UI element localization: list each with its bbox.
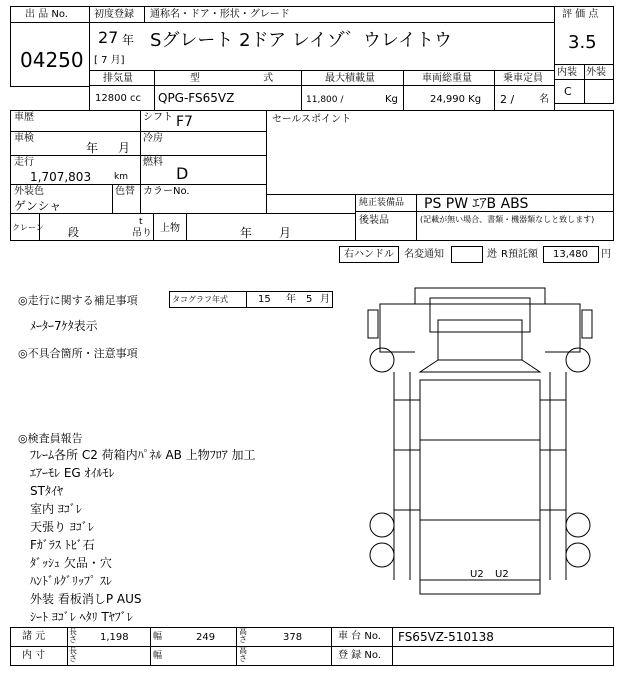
registration-year-unit: 年 [122,33,135,47]
vehicle-name: Sグレート 2ドア レイゾ゛ウレイトウ [150,30,452,51]
inspector-line: 天張り ﾖｺﾞﾚ [30,520,94,534]
inner-length-cell [67,646,151,666]
width-label: 幅 [153,632,163,642]
inner-width-label: 幅 [153,651,163,661]
inspection-label: 車検 [14,133,34,144]
model-value: QPG-FS65VZ [158,91,235,105]
upper-value-cell [186,213,356,241]
tacho-month-unit: 月 [320,294,330,305]
inspector-line: ｼｰﾄ ﾖｺﾞﾚ ﾍﾀﾘ Tﾔﾌﾞﾚ [30,610,133,624]
capacity-value: 2 / [500,93,515,106]
fuel-label: 燃料 [143,157,163,168]
cab-front-outline [438,320,522,360]
damage-mark: U2 [470,569,484,580]
defect-heading: ◎不具合箇所・注意事項 [18,347,138,360]
upper-year: 年 [240,226,253,240]
right-mirror [582,310,592,338]
displacement-label: 排気量 [103,73,133,84]
registration-value-cell [392,646,614,666]
registration-label: 初度登録 [94,9,134,20]
registration-year: 27 [98,28,119,47]
driving-line: ﾒｰﾀｰ7ｹﾀ表示 [30,319,98,333]
crane-ton-label: 吊り [132,228,152,239]
registration-month: [ 7 月] [94,55,125,66]
grade-value: 3.5 [568,32,597,53]
mileage-label: 走行 [14,157,34,168]
grade-label: 評 価 点 [562,9,599,20]
equipment-value: PS PW ｴｱB ABS [424,196,529,212]
max-load-value: 11,800 / [306,95,344,105]
inspector-line: ｴｱｰﾓﾚ EG ｵｲﾙﾓﾚ [30,466,115,480]
rear-right-wheel-2 [566,543,590,567]
color-change-label: 色替 [115,186,135,197]
crane-ton-unit: t [139,217,143,227]
rear-bumper [420,580,540,594]
windshield-outline [430,298,530,332]
inspector-line: 外装 看板消しP AUS [30,592,142,606]
max-load-unit: Kg [385,94,398,105]
inspector-line: ﾊﾝﾄﾞﾙｸﾞﾘｯﾌﾟ ｽﾚ [30,574,112,588]
shift-value: F7 [176,114,193,130]
shift-label: シフト [143,112,173,123]
length-value: 1,198 [100,632,129,643]
tacho-month: 5 [306,294,313,305]
inner-height-label: 高さ [239,646,247,663]
inspector-line: ﾌﾚｰﾑ各所 C2 荷箱内ﾊﾟﾈﾙ AB 上物ﾌﾛｱ 加工 [30,448,256,462]
truck-condition-diagram [360,280,600,620]
height-label: 高さ [239,627,247,644]
registration-label: 登 録 No. [338,650,381,661]
rear-left-wheel-1 [370,513,394,537]
selling-point-label: セールスポイント [272,114,352,125]
inspector-line: Fｶﾞﾗｽ ﾄﾋﾞ石 [30,538,95,552]
inspector-line: ﾀﾞｯｼｭ 欠品・穴 [30,556,112,570]
name-label: 通称名・ドア・形状・グレード [150,9,290,20]
exterior-label: 外装 [586,67,606,78]
color-label: 外装色 [14,186,44,197]
recycle-unit: 円 [601,249,611,260]
rear-right-wheel-1 [566,513,590,537]
mileage-value: 1,707,803 [30,170,92,184]
chassis-label: 車 台 No. [338,631,381,642]
floor-divider [420,440,540,520]
upper-label: 上物 [160,223,180,234]
length-label: 長さ [69,627,77,644]
name-change-box [451,246,483,263]
name-change-label: 名変通知 [404,249,444,260]
height-value: 378 [283,632,303,643]
inner-width-cell [150,646,237,666]
width-cell [150,627,237,647]
interior-value: C [564,85,572,98]
inner-height-cell [236,646,332,666]
inner-label: 内 寸 [22,650,46,661]
interior-label: 内装 [557,67,577,78]
upper-month: 月 [279,226,292,240]
fuel-value: D [176,164,189,183]
damage-mark: U2 [495,569,509,580]
lot-label: 出 品 No. [25,9,68,20]
cargo-floor [420,380,540,580]
color-value: ゲンシャ [14,199,62,213]
history-label: 車歴 [14,112,34,123]
rear-left-wheel-2 [370,543,394,567]
cooling-label: 冷房 [143,133,163,144]
lot-number: 04250 [20,48,84,72]
capacity-unit: 名 [539,94,549,105]
inspection-month: 月 [118,141,131,155]
exterior-value-cell [584,79,614,104]
max-load-label: 最大積載量 [325,73,375,84]
left-door-outline [380,304,415,352]
equipment-label: 純正装備品 [359,198,405,208]
inspector-heading: ◎検査員報告 [18,432,83,445]
gross-weight-value: 24,990 Kg [430,94,482,105]
right-door-outline [545,304,580,352]
inspector-line: STﾀｲﾔ [30,484,63,498]
model-label: 型 式 [190,73,304,84]
bumper-outline [420,360,540,372]
inspector-line: 室内 ﾖｺﾞﾚ [30,502,82,516]
chassis-value: FS65VZ-510138 [398,630,494,644]
aftermarket-label: 後装品 [359,215,389,226]
inner-length-label: 長さ [69,646,77,663]
dims-label: 諸 元 [22,631,46,642]
crane-steps: 段 [68,226,79,239]
crane-label: クレーン [12,223,44,232]
tacho-label: タコグラフ年式 [172,295,228,304]
mileage-unit: km [114,172,128,182]
recycle-label: R預託額 [501,249,538,260]
width-value: 249 [196,632,216,643]
tacho-year: 15 [258,294,271,305]
cab-roof-outline [415,288,545,304]
handle-value: 右ハンドル [344,249,394,260]
displacement-value: 12800 cc [95,93,141,104]
left-mirror [368,310,378,338]
color-code-label: カラーNo. [143,186,190,197]
inspection-year: 年 [86,141,99,155]
recycle-value: 13,480 [553,249,588,260]
driving-heading: ◎走行に関する補足事項 [18,294,138,307]
tacho-year-unit: 年 [286,294,296,305]
aftermarket-note: (記載が無い場合、書類・機器類なしと致します) [420,215,595,224]
expiry-char: 迯 [487,249,497,260]
gross-weight-label: 車両総重量 [422,73,472,84]
capacity-label: 乗車定員 [503,73,543,84]
